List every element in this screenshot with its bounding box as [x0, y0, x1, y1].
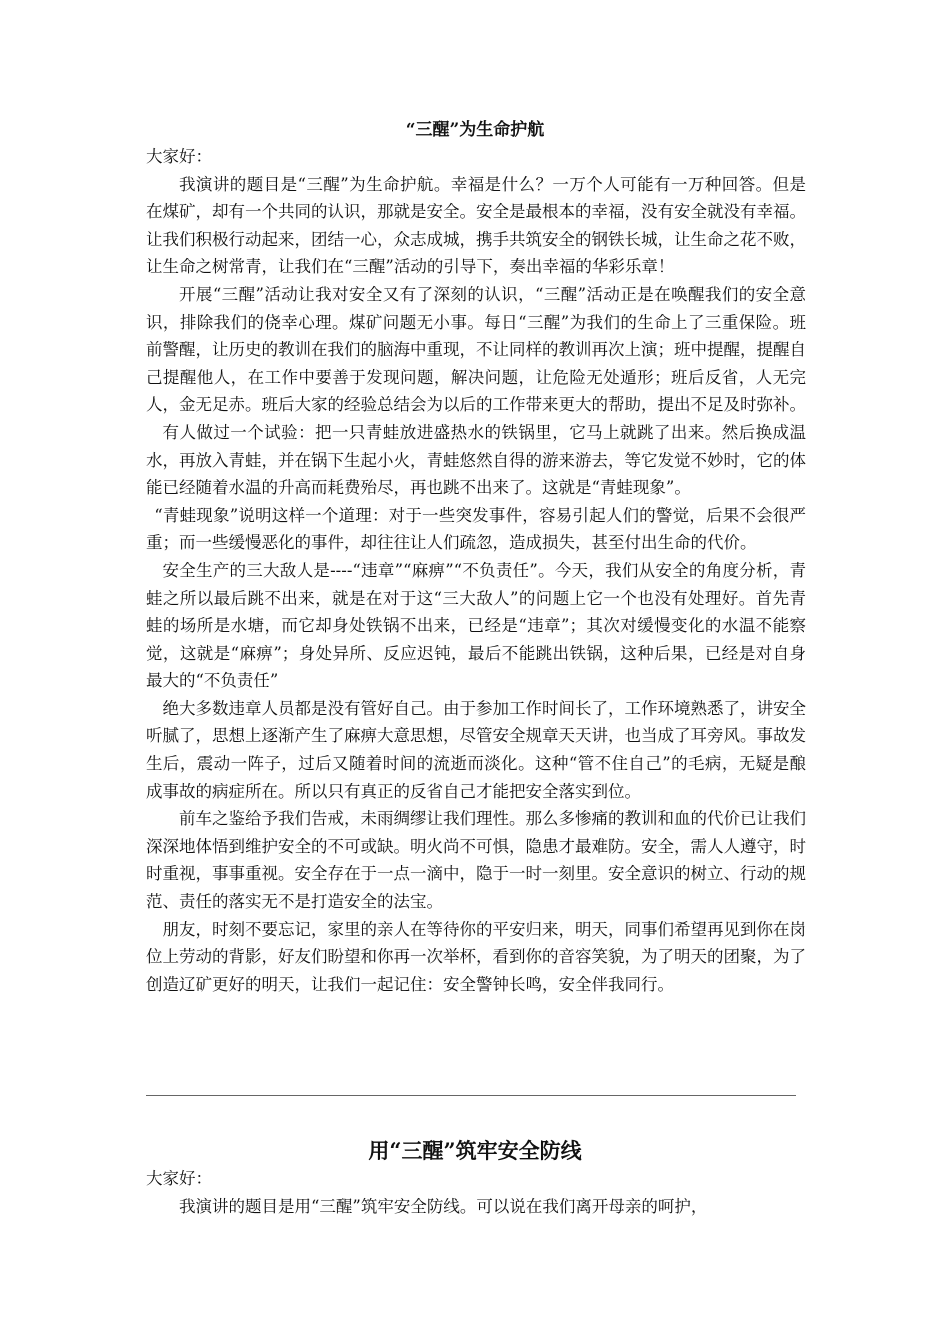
- speech-1-body: [146, 143, 806, 998]
- speech-1-paragraph-5: 安全生产的三大敌人是----“违章”“麻痹”“不负责任”。今天，我们从安全的角度分析，青蛙之所以最后跳不出来，就是在对于这“三大敌人”的问题上它一个也没有处理好。首先青蛙的场所是水塘，而它却身处铁锅不出来，已经是“违章”；其次对缓慢变化的水温不能察觉，这就是“麻痹”；身处异所、反应迟钝，最后不能跳出铁锅，这种后果，已经是对自身最大的“不负责任”: [146, 560, 806, 691]
- speech-2-greeting: 大家好：: [146, 1169, 212, 1188]
- speech-1-paragraph-2: 开展“三醒”活动让我对安全又有了深刻的认识，“三醒”活动正是在唤醒我们的安全意识，排除我们的侥幸心理。煤矿问题无小事。每日“三醒”为我们的生命上了三重保险。班前警醒，让历史的教训在我们的脑海中重现，不让同样的教训再次上演；班中提醒，提醒自己提醒他人，在工作中要善于发现问题，解决问题，让危险无处遁形；班后反省，人无完人，金无足赤。班后大家的经验总结会为以后的工作带来更大的帮助，提出不足及时弥补。: [146, 284, 806, 415]
- speech-1-paragraph-3: 有人做过一个试验：把一只青蛙放进盛热水的铁锅里，它马上就跳了出来。然后换成温水，再放入青蛙，并在锅下生起小火，青蛙悠然自得的游来游去，等它发觉不妙时，它的体能已经随着水温的升高而耗费殆尽，再也跳不出来了。这就是“青蛙现象”。: [146, 422, 806, 498]
- speech-1-paragraph-7: 前车之鉴给予我们告戒，未雨绸缪让我们理性。那么多惨痛的教训和血的代价已让我们深深地体悟到维护安全的不可或缺。明火尚不可惧，隐患才最难防。安全，需人人遵守，时时重视，事事重视。安全存在于一点一滴中，隐于一时一刻里。安全意识的树立、行动的规范、责任的落实无不是打造安全的法宝。: [146, 809, 806, 912]
- speech-2-title: 用“三醒”筑牢安全防线: [368, 1138, 582, 1163]
- speech-1-greeting: 大家好：: [146, 147, 212, 166]
- section-divider: [146, 1095, 796, 1096]
- speech-1-paragraph-8: 朋友，时刻不要忘记，家里的亲人在等待你的平安归来，明天，同事们希望再见到你在岗位上劳动的背影，好友们盼望和你再一次举杯，看到你的音容笑貌，为了明天的团聚，为了创造辽矿更好的明天，让我们一起记住：安全警钟长鸣，安全伴我同行。: [146, 919, 806, 994]
- speech-1-paragraph-4: “青蛙现象”说明这样一个道理：对于一些突发事件，容易引起人们的警觉，后果不会很严重；而一些缓慢恶化的事件，却往往让人们疏忽，造成损失，甚至付出生命的代价。: [146, 505, 806, 553]
- speech-1-title: “三醒”为生命护航: [405, 120, 545, 140]
- speech-2-paragraph-1: 我演讲的题目是用“三醒”筑牢安全防线。可以说在我们离开母亲的呵护，: [179, 1196, 708, 1216]
- speech-2-body: [146, 1165, 806, 1220]
- speech-1-paragraph-6: 绝大多数违章人员都是没有管好自己。由于参加工作时间长了，工作环境熟悉了，讲安全听腻了，思想上逐渐产生了麻痹大意思想，尽管安全规章天天讲，也当成了耳旁风。事故发生后，震动一阵子，过后又随着时间的流逝而淡化。这种“管不住自己”的毛病，无疑是酿成事故的病症所在。所以只有真正的反省自己才能把安全落实到位。: [146, 698, 806, 801]
- speech-1-paragraph-1: 我演讲的题目是“三醒”为生命护航。幸福是什么？一万个人可能有一万种回答。但是在煤矿，却有一个共同的认识，那就是安全。安全是最根本的幸福，没有安全就没有幸福。让我们积极行动起来，团结一心，众志成城，携手共筑安全的钢铁长城，让生命之花不败，让生命之树常青，让我们在“三醒”活动的引导下，奏出幸福的华彩乐章！: [146, 174, 806, 277]
